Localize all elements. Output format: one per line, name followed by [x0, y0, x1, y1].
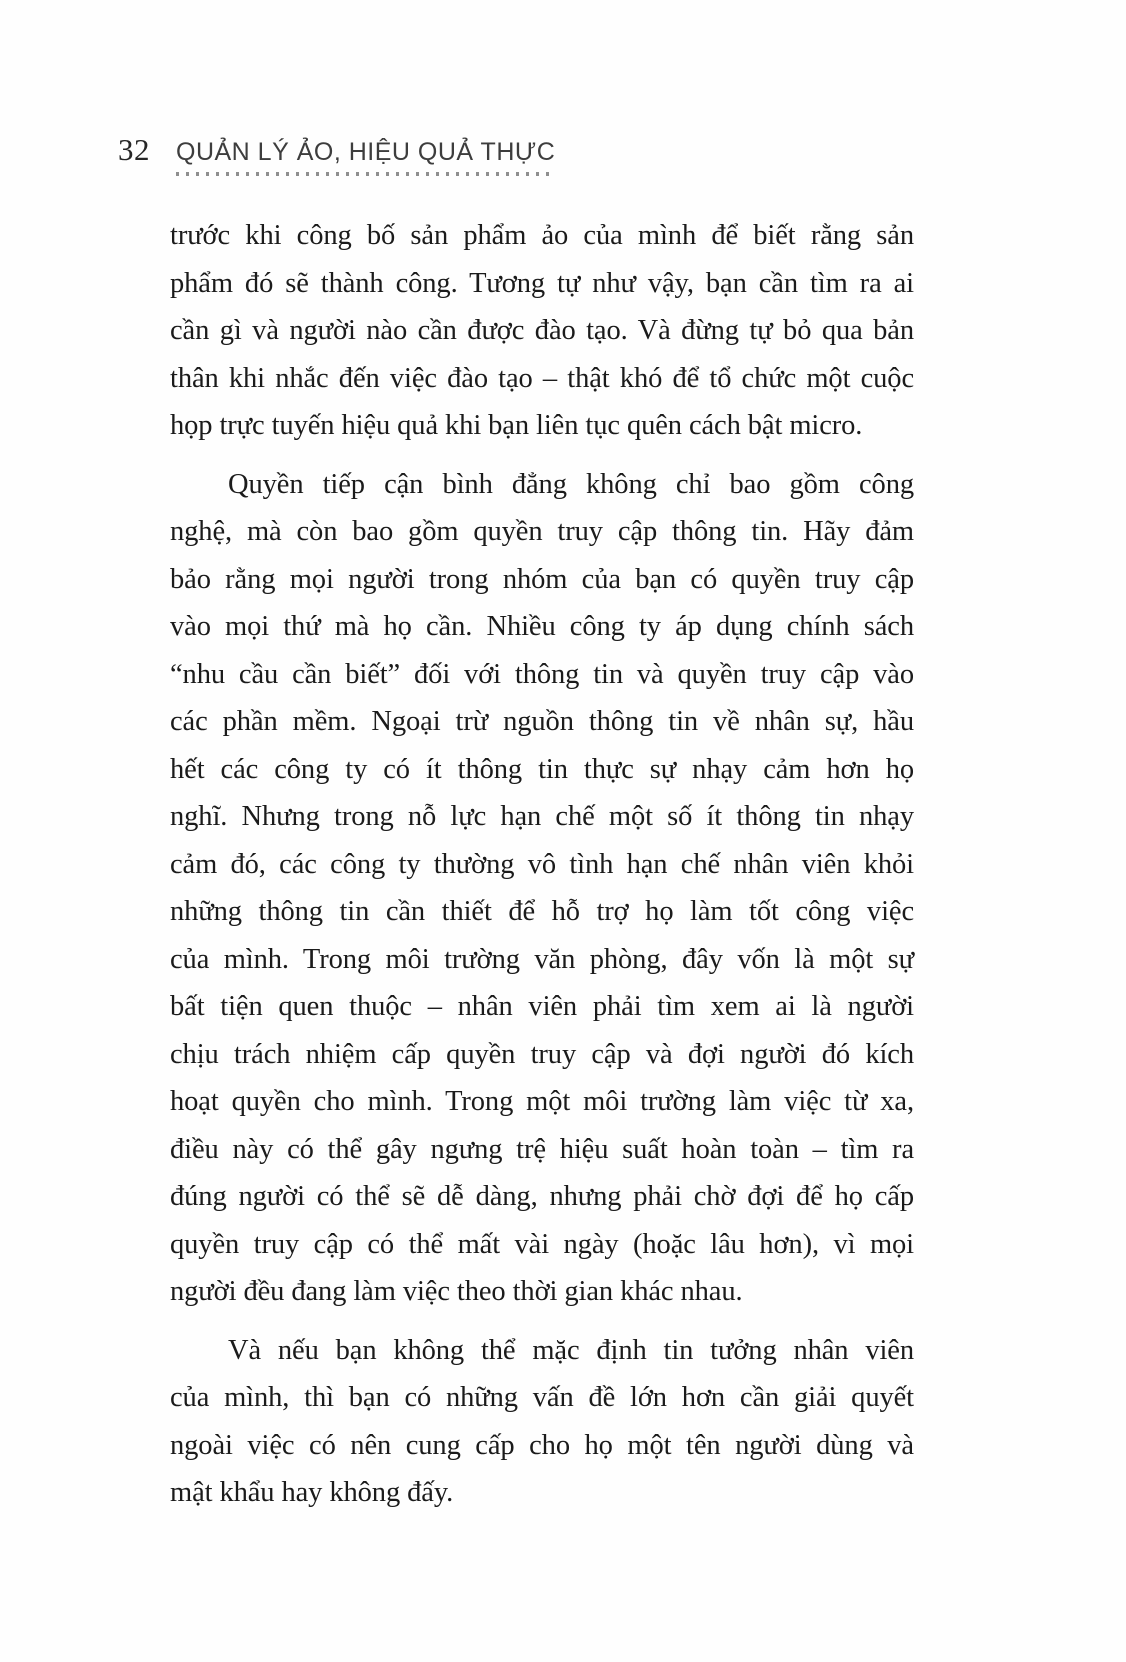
text-line: chịu trách nhiệm cấp quyền truy cập và đợi người đó kích	[170, 1038, 914, 1070]
text-line: đúng người có thể sẽ dễ dàng, nhưng phải chờ đợi để họ cấp	[170, 1181, 914, 1212]
text-line: người đều đang làm việc theo thời gian khác nhau.	[170, 1276, 743, 1307]
body-text	[170, 212, 914, 1528]
text-line: cần gì và người nào cần được đào tạo. Và đừng tự bỏ qua bản	[170, 315, 914, 346]
running-title: QUẢN LÝ ẢO, HIỆU QUẢ THỰC	[176, 138, 556, 166]
text-line: hoạt quyền cho mình. Trong một môi trường làm việc từ xa,	[170, 1086, 914, 1117]
text-line: những thông tin cần thiết để hỗ trợ họ làm tốt công việc	[170, 896, 914, 927]
paragraph	[170, 1327, 914, 1517]
text-line: quyền truy cập có thể mất vài ngày (hoặc lâu hơn), vì mọi	[170, 1228, 914, 1260]
text-line: nghệ, mà còn bao gồm quyền truy cập thông tin. Hãy đảm	[170, 516, 914, 547]
text-line: thân khi nhắc đến việc đào tạo – thật khó để tổ chức một cuộc	[170, 362, 914, 394]
text-line: hết các công ty có ít thông tin thực sự nhạy cảm hơn họ	[170, 753, 914, 785]
text-line: ngoài việc có nên cung cấp cho họ một tên người dùng và	[170, 1429, 914, 1461]
paragraph	[170, 461, 914, 1316]
text-line: vào mọi thứ mà họ cần. Nhiều công ty áp dụng chính sách	[170, 611, 914, 642]
text-line: điều này có thể gây ngưng trệ hiệu suất hoàn toàn – tìm ra	[170, 1133, 914, 1165]
page-header	[118, 132, 555, 176]
running-title-block	[176, 138, 555, 176]
text-line: của mình. Trong môi trường văn phòng, đây vốn là một sự	[170, 943, 914, 975]
text-line: mật khẩu hay không đấy.	[170, 1477, 454, 1508]
text-line: Và nếu bạn không thể mặc định tin tưởng nhân viên	[228, 1334, 914, 1366]
paragraph	[170, 212, 914, 450]
text-line: phẩm đó sẽ thành công. Tương tự như vậy, bạn cần tìm ra ai	[170, 267, 914, 299]
text-line: Quyền tiếp cận bình đẳng không chỉ bao gồm công	[228, 468, 914, 500]
text-line: các phần mềm. Ngoại trừ nguồn thông tin về nhân sự, hầu	[170, 706, 914, 737]
text-line: của mình, thì bạn có những vấn đề lớn hơn cần giải quyết	[170, 1382, 914, 1413]
text-line: trước khi công bố sản phẩm ảo của mình để biết rằng sản	[170, 220, 914, 251]
text-line: nghĩ. Nhưng trong nỗ lực hạn chế một số ít thông tin nhạy	[170, 801, 914, 832]
text-line: “nhu cầu cần biết” đối với thông tin và quyền truy cập vào	[170, 658, 914, 690]
text-line: họp trực tuyến hiệu quả khi bạn liên tục quên cách bật micro.	[170, 410, 863, 441]
text-line: bảo rằng mọi người trong nhóm của bạn có quyền truy cập	[170, 563, 914, 595]
text-line: bất tiện quen thuộc – nhân viên phải tìm xem ai là người	[170, 991, 914, 1022]
page-number: 32	[118, 132, 150, 167]
dotted-rule	[176, 172, 555, 176]
text-line: cảm đó, các công ty thường vô tình hạn chế nhân viên khỏi	[170, 848, 914, 880]
